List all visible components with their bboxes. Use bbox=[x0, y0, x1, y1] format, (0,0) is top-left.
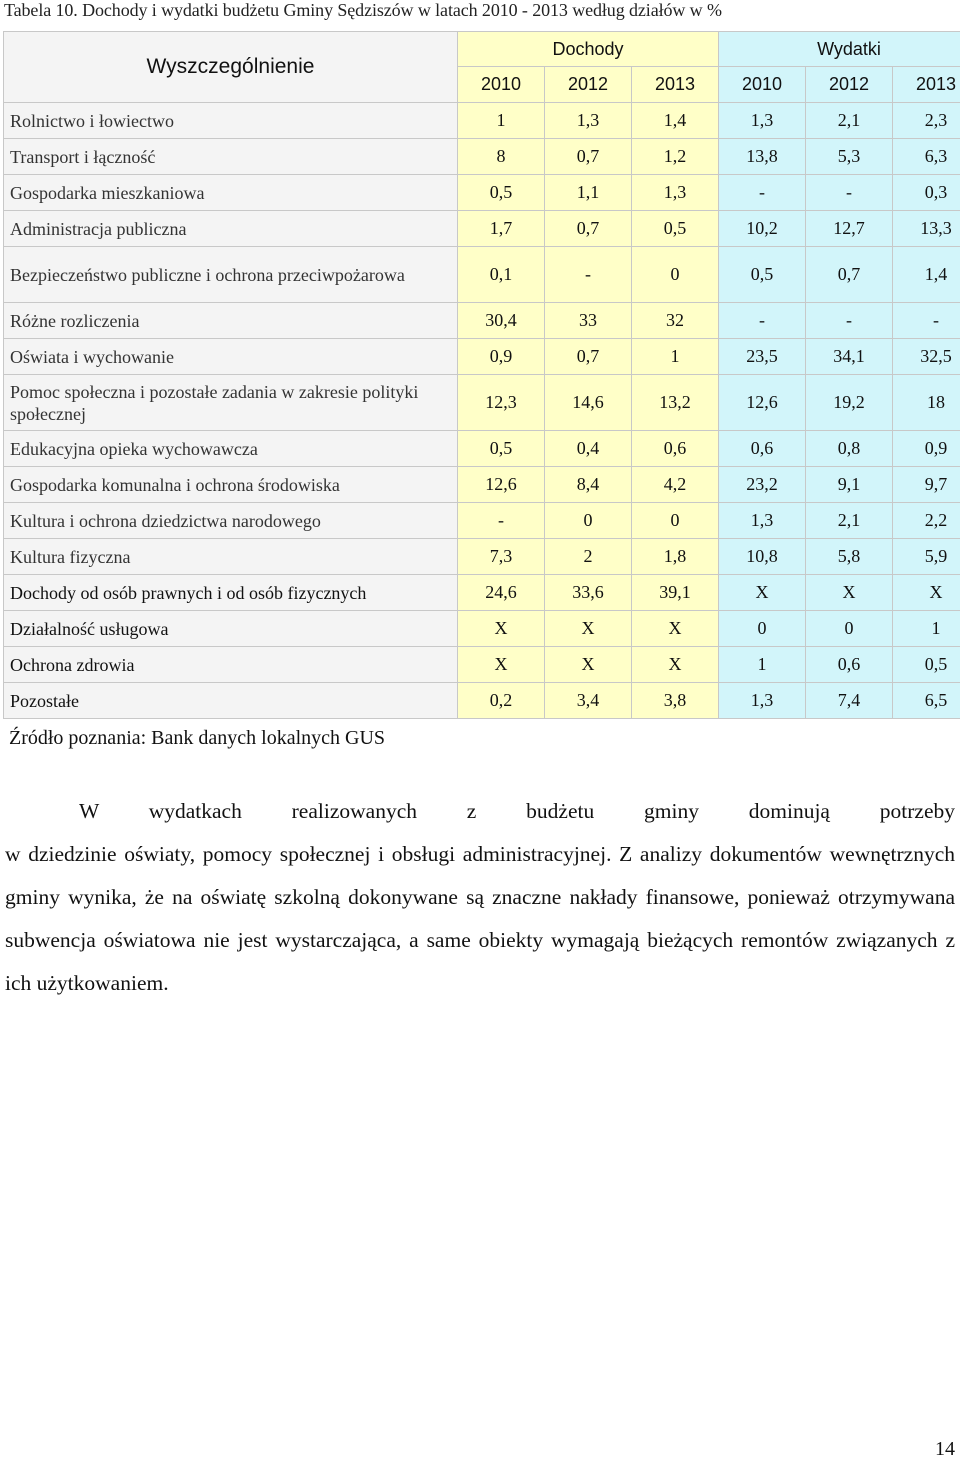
expense-value-cell: 19,2 bbox=[806, 375, 893, 431]
income-value-cell: 1 bbox=[632, 339, 719, 375]
income-value-cell: 33,6 bbox=[545, 575, 632, 611]
expense-value-cell: 2,1 bbox=[806, 503, 893, 539]
year-header-cell: 2010 bbox=[719, 67, 806, 103]
row-label: Kultura i ochrona dziedzictwa narodowego bbox=[4, 503, 458, 539]
income-value-cell: 1,3 bbox=[545, 103, 632, 139]
expense-value-cell: 1,3 bbox=[719, 683, 806, 719]
expense-value-cell: 1,3 bbox=[719, 103, 806, 139]
expense-value-cell: 0,3 bbox=[893, 175, 960, 211]
expense-value-cell: 0 bbox=[806, 611, 893, 647]
body-paragraph bbox=[5, 790, 955, 1005]
expense-value-cell: 0,7 bbox=[806, 247, 893, 303]
income-value-cell: 24,6 bbox=[458, 575, 545, 611]
income-value-cell: 8,4 bbox=[545, 467, 632, 503]
expense-value-cell: 0,5 bbox=[719, 247, 806, 303]
expense-value-cell: 1 bbox=[893, 611, 960, 647]
table-row bbox=[4, 611, 960, 647]
income-value-cell: 1,7 bbox=[458, 211, 545, 247]
expense-value-cell: 1,4 bbox=[893, 247, 960, 303]
table-row bbox=[4, 139, 960, 175]
expense-value-cell: 0 bbox=[719, 611, 806, 647]
expense-value-cell: 18 bbox=[893, 375, 960, 431]
paragraph-first-line: W wydatkach realizowanych z budżetu gminy dominują potrzeby bbox=[79, 799, 955, 823]
table-row bbox=[4, 175, 960, 211]
income-value-cell: 0,2 bbox=[458, 683, 545, 719]
row-label: Gospodarka mieszkaniowa bbox=[4, 175, 458, 211]
expense-value-cell: 9,7 bbox=[893, 467, 960, 503]
expense-value-cell: 13,8 bbox=[719, 139, 806, 175]
income-value-cell: 14,6 bbox=[545, 375, 632, 431]
table-row bbox=[4, 103, 960, 139]
source-note: Źródło poznania: Bank danych lokalnych GUS bbox=[9, 727, 386, 749]
year-header-cell: 2013 bbox=[632, 67, 719, 103]
expense-value-cell: 10,2 bbox=[719, 211, 806, 247]
expense-value-cell: 13,3 bbox=[893, 211, 960, 247]
table-row bbox=[4, 303, 960, 339]
table-row bbox=[4, 683, 960, 719]
income-value-cell: 0,5 bbox=[458, 175, 545, 211]
income-value-cell: 8 bbox=[458, 139, 545, 175]
expense-value-cell: X bbox=[719, 575, 806, 611]
income-value-cell: X bbox=[458, 611, 545, 647]
expense-value-cell: 0,6 bbox=[806, 647, 893, 683]
income-value-cell: 0 bbox=[632, 247, 719, 303]
table-row bbox=[4, 467, 960, 503]
income-value-cell: 3,4 bbox=[545, 683, 632, 719]
income-value-cell: 1,1 bbox=[545, 175, 632, 211]
expense-value-cell: 23,5 bbox=[719, 339, 806, 375]
table-caption: Tabela 10. Dochody i wydatki budżetu Gminy Sędziszów w latach 2010 - 2013 według działów w % bbox=[4, 0, 722, 20]
row-label: Administracja publiczna bbox=[4, 211, 458, 247]
table-row bbox=[4, 647, 960, 683]
expense-value-cell: - bbox=[806, 175, 893, 211]
expense-value-cell: X bbox=[893, 575, 960, 611]
row-label: Edukacyjna opieka wychowawcza bbox=[4, 431, 458, 467]
income-value-cell: 32 bbox=[632, 303, 719, 339]
row-label: Oświata i wychowanie bbox=[4, 339, 458, 375]
income-value-cell: 0,7 bbox=[545, 339, 632, 375]
year-header-cell: 2013 bbox=[893, 67, 960, 103]
table-row bbox=[4, 339, 960, 375]
expense-value-cell: 12,7 bbox=[806, 211, 893, 247]
income-value-cell: 0,1 bbox=[458, 247, 545, 303]
row-label: Transport i łączność bbox=[4, 139, 458, 175]
income-value-cell: 2 bbox=[545, 539, 632, 575]
expense-value-cell: 2,3 bbox=[893, 103, 960, 139]
expense-value-cell: 5,9 bbox=[893, 539, 960, 575]
income-value-cell: 1 bbox=[458, 103, 545, 139]
table-row bbox=[4, 539, 960, 575]
income-value-cell: - bbox=[545, 247, 632, 303]
year-header-cell: 2010 bbox=[458, 67, 545, 103]
row-label: Ochrona zdrowia bbox=[4, 647, 458, 683]
table-row bbox=[4, 431, 960, 467]
row-label: Różne rozliczenia bbox=[4, 303, 458, 339]
income-value-cell: 12,3 bbox=[458, 375, 545, 431]
table-body bbox=[4, 103, 960, 719]
year-header-cell: 2012 bbox=[806, 67, 893, 103]
income-value-cell: - bbox=[458, 503, 545, 539]
expense-value-cell: 0,9 bbox=[893, 431, 960, 467]
expense-value-cell: 10,8 bbox=[719, 539, 806, 575]
income-value-cell: 0,9 bbox=[458, 339, 545, 375]
income-value-cell: 30,4 bbox=[458, 303, 545, 339]
expense-value-cell: - bbox=[719, 303, 806, 339]
row-label: Pozostałe bbox=[4, 683, 458, 719]
expense-value-cell: 34,1 bbox=[806, 339, 893, 375]
income-value-cell: 0,4 bbox=[545, 431, 632, 467]
table-row bbox=[4, 503, 960, 539]
expense-value-cell: 9,1 bbox=[806, 467, 893, 503]
income-value-cell: 1,2 bbox=[632, 139, 719, 175]
income-value-cell: 0,7 bbox=[545, 211, 632, 247]
expense-value-cell: 5,8 bbox=[806, 539, 893, 575]
expense-value-cell: 1,3 bbox=[719, 503, 806, 539]
income-value-cell: 1,3 bbox=[632, 175, 719, 211]
group-header-expense: Wydatki bbox=[719, 32, 960, 67]
row-label: Kultura fizyczna bbox=[4, 539, 458, 575]
table-row bbox=[4, 211, 960, 247]
expense-value-cell: 0,8 bbox=[806, 431, 893, 467]
income-value-cell: X bbox=[545, 647, 632, 683]
expense-value-cell: 5,3 bbox=[806, 139, 893, 175]
expense-value-cell: X bbox=[806, 575, 893, 611]
income-value-cell: 0,5 bbox=[632, 211, 719, 247]
row-label: Rolnictwo i łowiectwo bbox=[4, 103, 458, 139]
expense-value-cell: - bbox=[893, 303, 960, 339]
year-header-cell: 2012 bbox=[545, 67, 632, 103]
table-row bbox=[4, 575, 960, 611]
expense-value-cell: 0,6 bbox=[719, 431, 806, 467]
income-value-cell: 0 bbox=[632, 503, 719, 539]
group-header-income: Dochody bbox=[458, 32, 719, 67]
income-value-cell: X bbox=[458, 647, 545, 683]
income-value-cell: 0,5 bbox=[458, 431, 545, 467]
expense-value-cell: 32,5 bbox=[893, 339, 960, 375]
income-value-cell: X bbox=[545, 611, 632, 647]
income-value-cell: 13,2 bbox=[632, 375, 719, 431]
expense-value-cell: 2,1 bbox=[806, 103, 893, 139]
income-value-cell: X bbox=[632, 611, 719, 647]
income-value-cell: X bbox=[632, 647, 719, 683]
expense-value-cell: 23,2 bbox=[719, 467, 806, 503]
row-label: Pomoc społeczna i pozostałe zadania w zakresie polityki społecznej bbox=[4, 375, 458, 431]
budget-table bbox=[3, 31, 960, 719]
row-label: Dochody od osób prawnych i od osób fizycznych bbox=[4, 575, 458, 611]
income-value-cell: 12,6 bbox=[458, 467, 545, 503]
row-label: Działalność usługowa bbox=[4, 611, 458, 647]
expense-value-cell: 6,3 bbox=[893, 139, 960, 175]
expense-value-cell: 0,5 bbox=[893, 647, 960, 683]
expense-value-cell: - bbox=[806, 303, 893, 339]
income-value-cell: 0,7 bbox=[545, 139, 632, 175]
income-value-cell: 39,1 bbox=[632, 575, 719, 611]
table-row bbox=[4, 247, 960, 303]
page-number: 14 bbox=[935, 1438, 955, 1460]
income-value-cell: 0,6 bbox=[632, 431, 719, 467]
income-value-cell: 3,8 bbox=[632, 683, 719, 719]
expense-value-cell: 12,6 bbox=[719, 375, 806, 431]
expense-value-cell: - bbox=[719, 175, 806, 211]
expense-value-cell: 6,5 bbox=[893, 683, 960, 719]
column-header-label: Wyszczególnienie bbox=[4, 32, 458, 103]
paragraph-text: w dziedzinie oświaty, pomocy społecznej i obsługi administracyjnej. Z analizy dokumentów wewnętrznych gminy wynika, że na oświatę szkolną dokonywane są znaczne nakłady finansowe, ponieważ otrzymywana subwencja oświatowa nie jest wystarczająca, a same obiekty wymagają bieżących remontów związanych z ich użytkowaniem. bbox=[5, 842, 955, 995]
expense-value-cell: 7,4 bbox=[806, 683, 893, 719]
table-row bbox=[4, 375, 960, 431]
income-value-cell: 1,4 bbox=[632, 103, 719, 139]
row-label: Gospodarka komunalna i ochrona środowiska bbox=[4, 467, 458, 503]
income-value-cell: 33 bbox=[545, 303, 632, 339]
income-value-cell: 4,2 bbox=[632, 467, 719, 503]
income-value-cell: 0 bbox=[545, 503, 632, 539]
expense-value-cell: 1 bbox=[719, 647, 806, 683]
row-label: Bezpieczeństwo publiczne i ochrona przeciwpożarowa bbox=[4, 247, 458, 303]
expense-value-cell: 2,2 bbox=[893, 503, 960, 539]
income-value-cell: 7,3 bbox=[458, 539, 545, 575]
income-value-cell: 1,8 bbox=[632, 539, 719, 575]
